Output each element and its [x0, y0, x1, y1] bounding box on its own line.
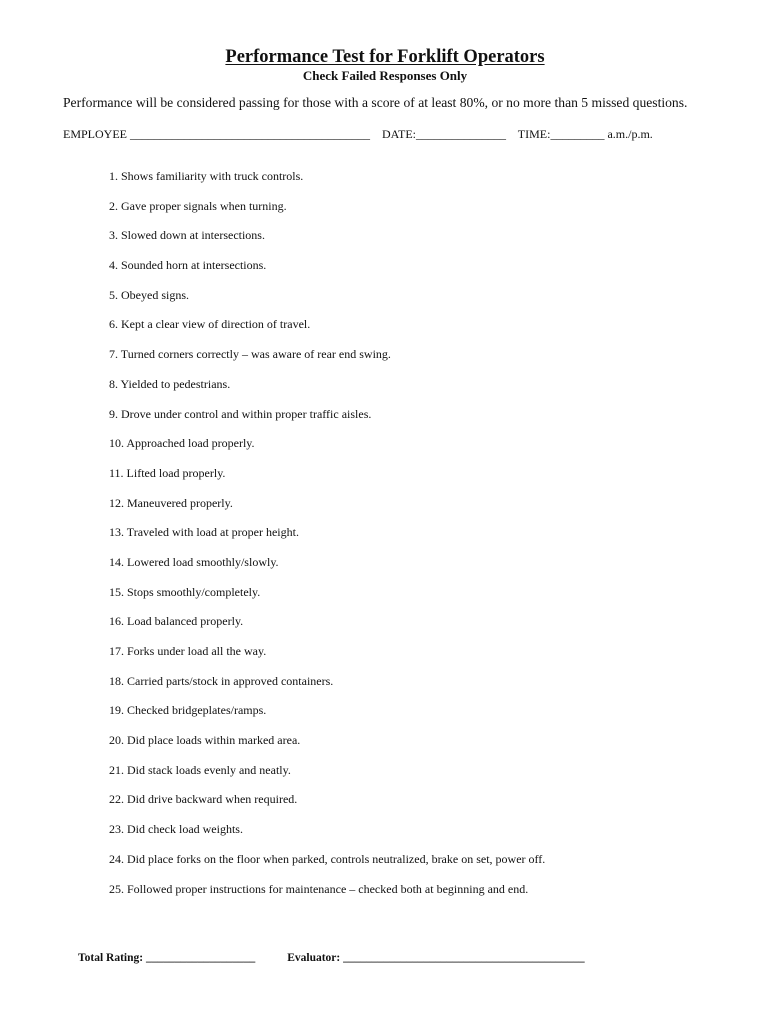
checklist-item: 3. Slowed down at intersections.	[109, 228, 265, 243]
date-field[interactable]: _______________	[416, 127, 506, 141]
checklist-item: 13. Traveled with load at proper height.	[109, 525, 299, 540]
checklist-item: 10. Approached load properly.	[109, 436, 255, 451]
checklist-item: 6. Kept a clear view of direction of travel.	[109, 317, 311, 332]
footer-signature-row	[78, 952, 585, 964]
time-label: TIME:	[517, 127, 551, 141]
checklist-item: 18. Carried parts/stock in approved containers.	[109, 673, 334, 688]
checklist-item: 9. Drove under control and within proper traffic aisles.	[109, 406, 372, 421]
checklist-item: 17. Forks under load all the way.	[109, 644, 267, 658]
evaluator-label: Evaluator:	[287, 952, 341, 964]
document-subtitle: Check Failed Responses Only	[302, 68, 468, 83]
employee-label: EMPLOYEE	[63, 127, 127, 141]
checklist-item: 7. Turned corners correctly – was aware of rear end swing.	[109, 347, 391, 362]
total-rating-field[interactable]: ___________________	[145, 952, 256, 964]
checklist-item: 4. Sounded horn at intersections.	[109, 258, 267, 273]
total-rating-label: Total Rating:	[78, 952, 144, 964]
header-fields	[63, 127, 653, 142]
checklist-item: 21. Did stack loads evenly and neatly.	[109, 762, 291, 777]
checklist-item: 12. Maneuvered properly.	[109, 495, 233, 510]
checklist-item: 8. Yielded to pedestrians.	[109, 376, 231, 391]
checklist-item: 16. Load balanced properly.	[109, 614, 244, 629]
checklist	[109, 167, 545, 909]
checklist-item: 11. Lifted load properly.	[109, 465, 226, 480]
date-label: DATE:	[382, 127, 416, 141]
time-field[interactable]: _________	[550, 127, 605, 141]
document-title: Performance Test for Forklift Operators	[225, 47, 545, 67]
employee-field[interactable]: ________________________________________	[130, 127, 370, 141]
checklist-item: 2. Gave proper signals when turning.	[109, 198, 287, 213]
checklist-item: 25. Followed proper instructions for maintenance – checked both at beginning and end.	[109, 881, 529, 896]
checklist-item: 22. Did drive backward when required.	[109, 792, 298, 807]
checklist-item: 20. Did place loads within marked area.	[109, 733, 301, 748]
evaluator-field[interactable]: __________________________________________	[343, 952, 585, 964]
passing-criteria-text: Performance will be considered passing for those with a score of at least 80%, or no more than 5 missed questions.	[63, 95, 688, 110]
checklist-item: 23. Did check load weights.	[109, 822, 243, 837]
checklist-item: 5. Obeyed signs.	[109, 287, 189, 302]
checklist-item: 1. Shows familiarity with truck controls.	[109, 169, 304, 183]
checklist-item: 19. Checked bridgeplates/ramps.	[109, 703, 267, 718]
checklist-item: 24. Did place forks on the floor when parked, controls neutralized, brake on set, power off.	[109, 851, 546, 866]
time-suffix: a.m./p.m.	[607, 127, 653, 141]
checklist-item: 14. Lowered load smoothly/slowly.	[109, 554, 279, 569]
checklist-item: 15. Stops smoothly/completely.	[109, 584, 261, 599]
